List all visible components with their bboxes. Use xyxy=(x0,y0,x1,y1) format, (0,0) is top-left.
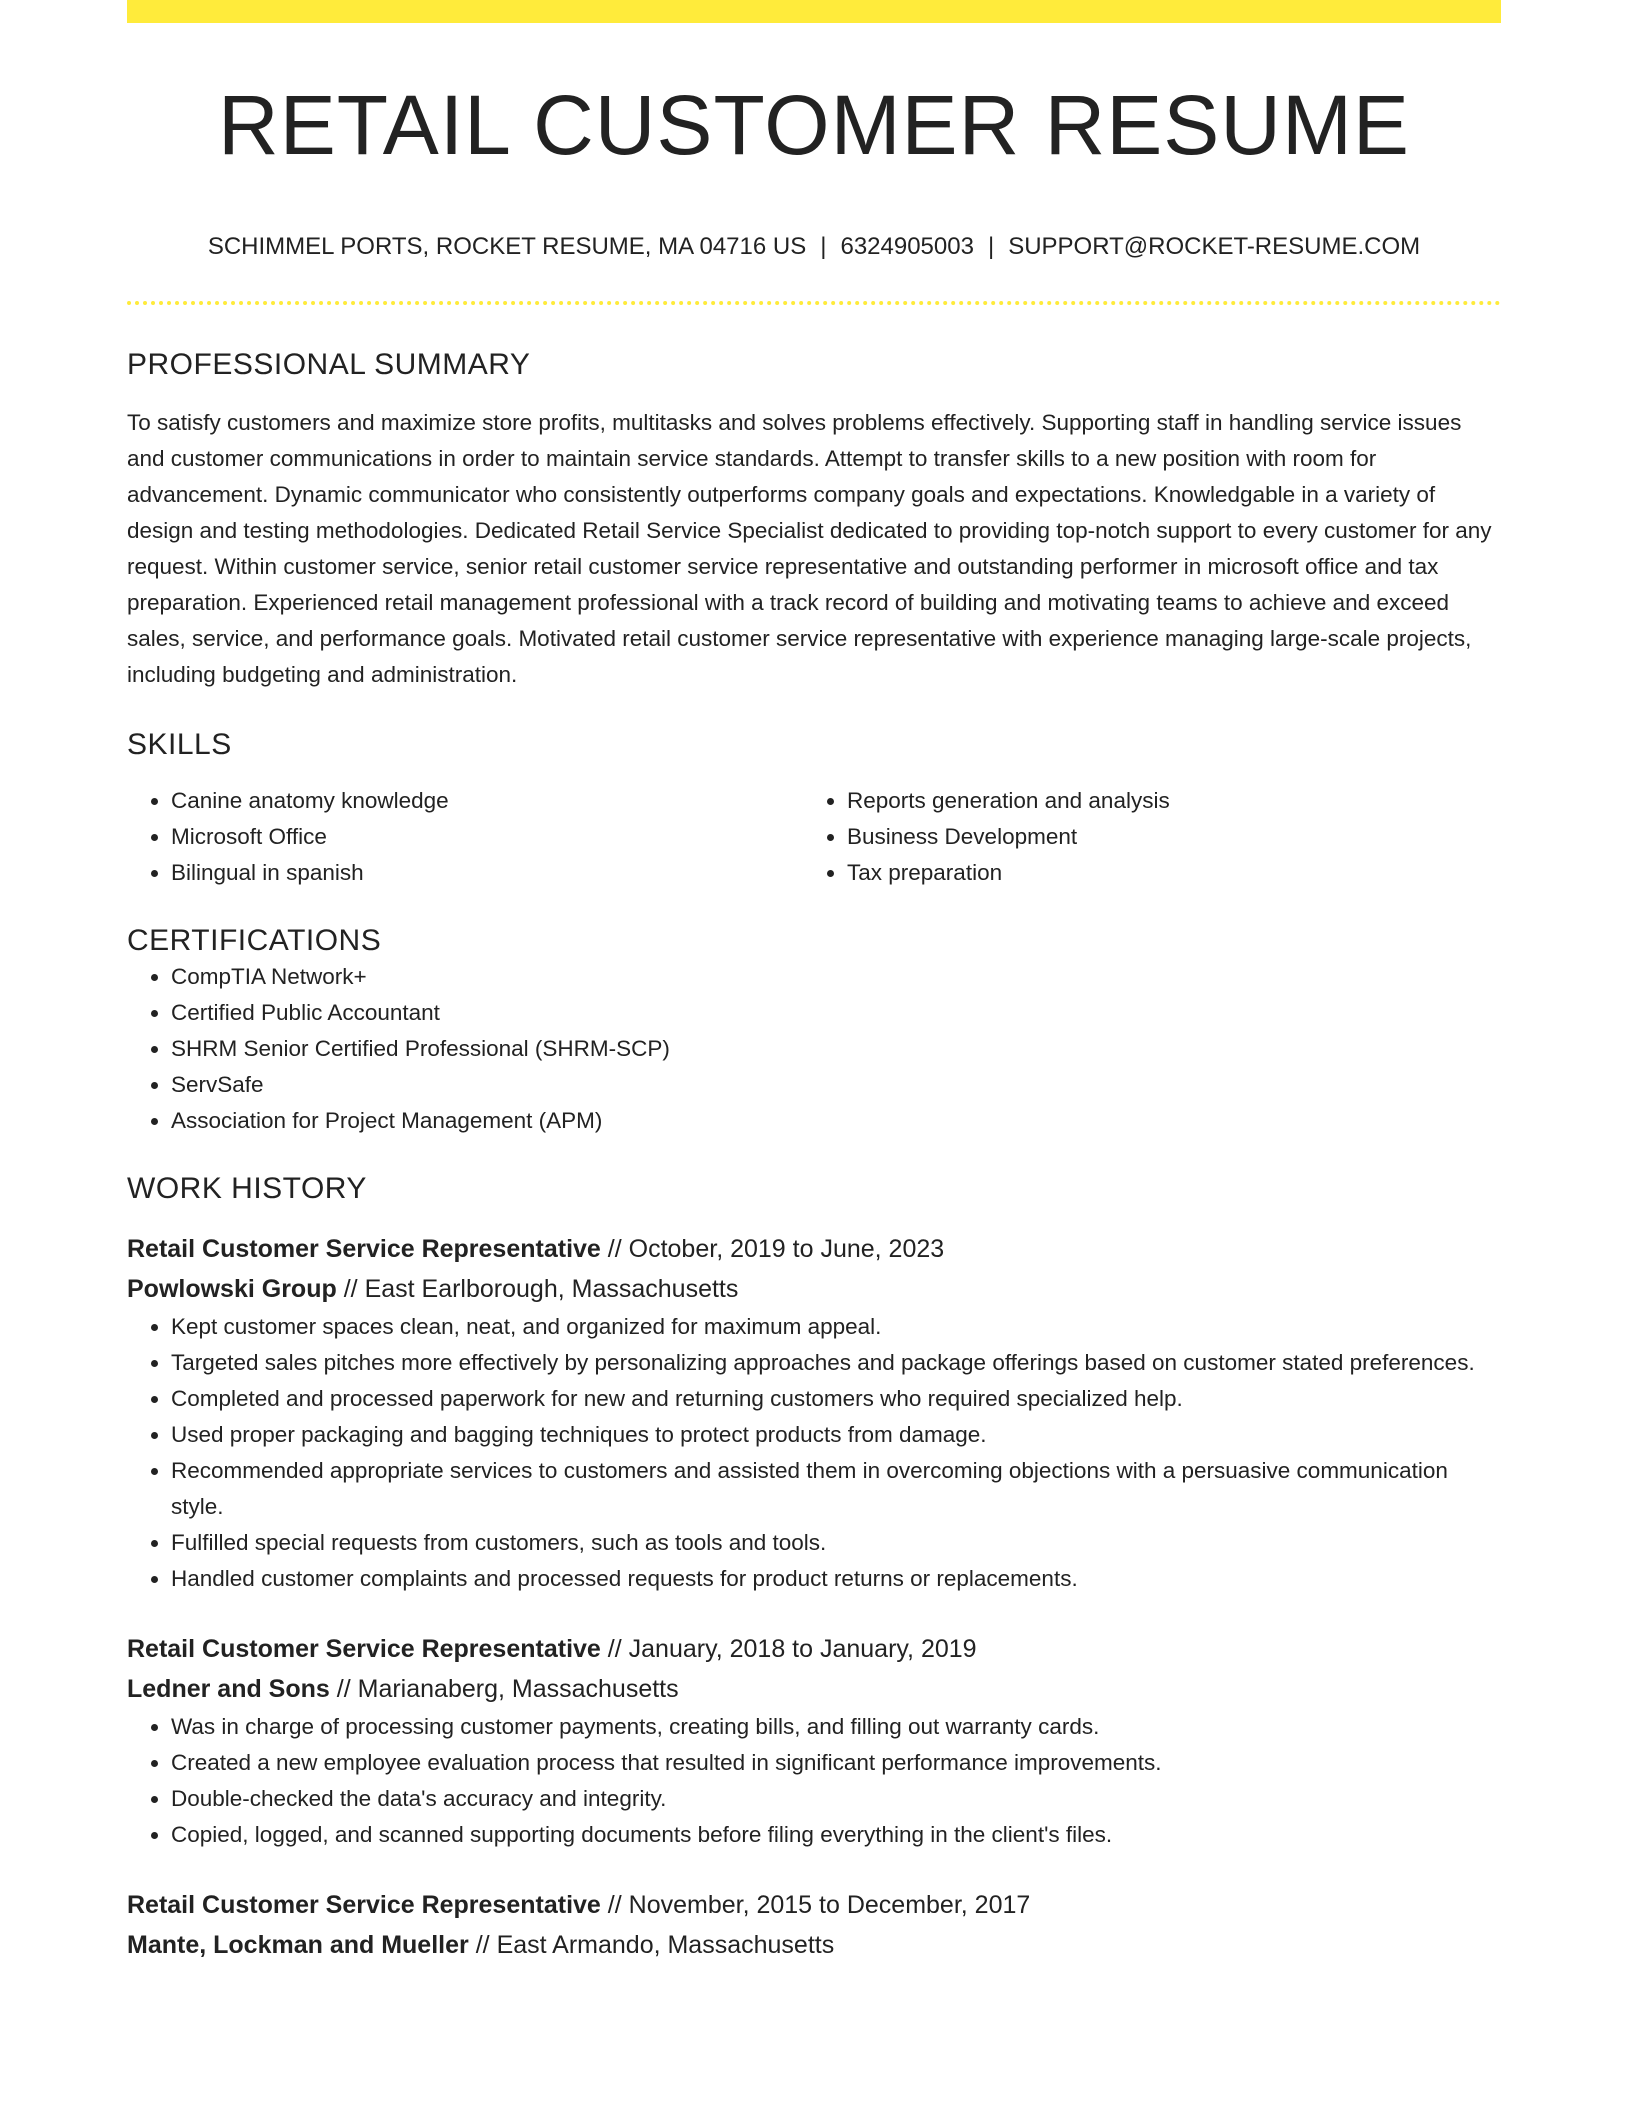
job-bullet: • Kept customer spaces clean, neat, and organized for maximum appeal. xyxy=(171,1309,1501,1345)
job-company: Mante, Lockman and Mueller xyxy=(127,1931,469,1959)
contact-address: SCHIMMEL PORTS, ROCKET RESUME, MA 04716 US xyxy=(207,233,807,260)
contact-separator: | xyxy=(820,233,827,260)
job-bullet: • Recommended appropriate services to customers and assisted them in overcoming objections with a persuasive communication style. xyxy=(171,1453,1501,1525)
job-title-line xyxy=(127,1629,1501,1669)
job-location: Marianaberg, Massachusetts xyxy=(357,1675,679,1703)
job-separator: // xyxy=(607,1635,622,1663)
resume-title: RETAIL CUSTOMER RESUME xyxy=(218,78,1410,172)
job-bullet: • Double-checked the data's accuracy and integrity. xyxy=(171,1781,1501,1817)
certification-item: • SHRM Senior Certified Professional (SHRM-SCP) xyxy=(171,1031,1501,1067)
job-location: East Earlborough, Massachusetts xyxy=(364,1275,739,1303)
job-separator: // xyxy=(607,1891,622,1919)
job-title-line xyxy=(127,1229,1501,1269)
certifications-heading: CERTIFICATIONS xyxy=(127,924,382,957)
certification-item: • Association for Project Management (APM) xyxy=(171,1103,1501,1139)
job-bullet: • Completed and processed paperwork for new and returning customers who required specialized help. xyxy=(171,1381,1501,1417)
job-separator: // xyxy=(607,1235,622,1263)
job-bullets xyxy=(127,1309,1501,1597)
job-dates: November, 2015 to December, 2017 xyxy=(628,1891,1031,1919)
job-title: Retail Customer Service Representative xyxy=(127,1235,601,1263)
job-bullet: • Targeted sales pitches more effectively by personalizing approaches and package offerings based on customer stated preferences. xyxy=(171,1345,1501,1381)
job-separator: // xyxy=(475,1931,490,1959)
skill-item: • Microsoft Office xyxy=(171,819,803,855)
summary-text: To satisfy customers and maximize store profits, multitasks and solves problems effectively. Supporting staff in handling service issues and customer communications in order to maintain service standards. Attempt to transfer skills to a new position with room for advancement. Dynamic communicator who consistently outperforms company goals and expectations. Knowledgable in a variety of design and testing methodologies. Dedicated Retail Service Specialist dedicated to providing top-notch support to every customer for any request. Within customer service, senior retail customer service representative and outstanding performer in microsoft office and tax preparation. Experienced retail management professional with a track record of building and motivating teams to achieve and exceed sales, service, and performance goals. Motivated retail customer service representative with experience managing large-scale projects, including budgeting and administration. xyxy=(127,410,1492,687)
job-separator: // xyxy=(336,1675,351,1703)
contact-line xyxy=(127,233,1501,261)
job-location: East Armando, Massachusetts xyxy=(496,1931,835,1959)
work-history-heading: WORK HISTORY xyxy=(127,1172,367,1205)
certification-item: • CompTIA Network+ xyxy=(171,959,1501,995)
certifications-list xyxy=(127,959,1501,1139)
dotted-divider xyxy=(127,301,1501,305)
job-entry xyxy=(127,1629,1501,1853)
job-company-line xyxy=(127,1925,1501,1965)
job-company-line xyxy=(127,1269,1501,1309)
contact-separator: | xyxy=(987,233,995,260)
skills-list-left xyxy=(127,783,803,891)
skills-list-right xyxy=(803,783,1479,891)
job-title: Retail Customer Service Representative xyxy=(127,1635,601,1663)
contact-email: SUPPORT@ROCKET-RESUME.COM xyxy=(1008,233,1421,260)
skill-item: • Canine anatomy knowledge xyxy=(171,783,803,819)
job-bullets xyxy=(127,1709,1501,1853)
job-bullet: • Created a new employee evaluation process that resulted in significant performance improvements. xyxy=(171,1745,1501,1781)
resume-page xyxy=(127,0,1501,1965)
skills-grid xyxy=(127,783,1501,891)
job-bullet: • Fulfilled special requests from customers, such as tools and tools. xyxy=(171,1525,1501,1561)
skills-heading: SKILLS xyxy=(127,728,232,761)
job-title-line xyxy=(127,1885,1501,1925)
job-bullet: • Copied, logged, and scanned supporting documents before filing everything in the client's files. xyxy=(171,1817,1501,1853)
summary-heading: PROFESSIONAL SUMMARY xyxy=(127,348,531,381)
skill-item: • Business Development xyxy=(847,819,1479,855)
job-entry xyxy=(127,1885,1501,1965)
skill-item: • Tax preparation xyxy=(847,855,1479,891)
job-company-line xyxy=(127,1669,1501,1709)
job-company: Powlowski Group xyxy=(127,1275,337,1303)
job-dates: October, 2019 to June, 2023 xyxy=(628,1235,945,1263)
job-dates: January, 2018 to January, 2019 xyxy=(628,1635,977,1663)
job-separator: // xyxy=(343,1275,358,1303)
certification-item: • Certified Public Accountant xyxy=(171,995,1501,1031)
contact-phone: 6324905003 xyxy=(840,233,974,260)
job-bullet: • Used proper packaging and bagging techniques to protect products from damage. xyxy=(171,1417,1501,1453)
job-entry xyxy=(127,1229,1501,1597)
certification-item: • ServSafe xyxy=(171,1067,1501,1103)
job-company: Ledner and Sons xyxy=(127,1675,330,1703)
skill-item: • Bilingual in spanish xyxy=(171,855,803,891)
skill-item: • Reports generation and analysis xyxy=(847,783,1479,819)
accent-bar xyxy=(127,0,1501,23)
job-title: Retail Customer Service Representative xyxy=(127,1891,601,1919)
job-bullet: • Was in charge of processing customer payments, creating bills, and filling out warranty cards. xyxy=(171,1709,1501,1745)
job-bullet: • Handled customer complaints and processed requests for product returns or replacements. xyxy=(171,1561,1501,1597)
